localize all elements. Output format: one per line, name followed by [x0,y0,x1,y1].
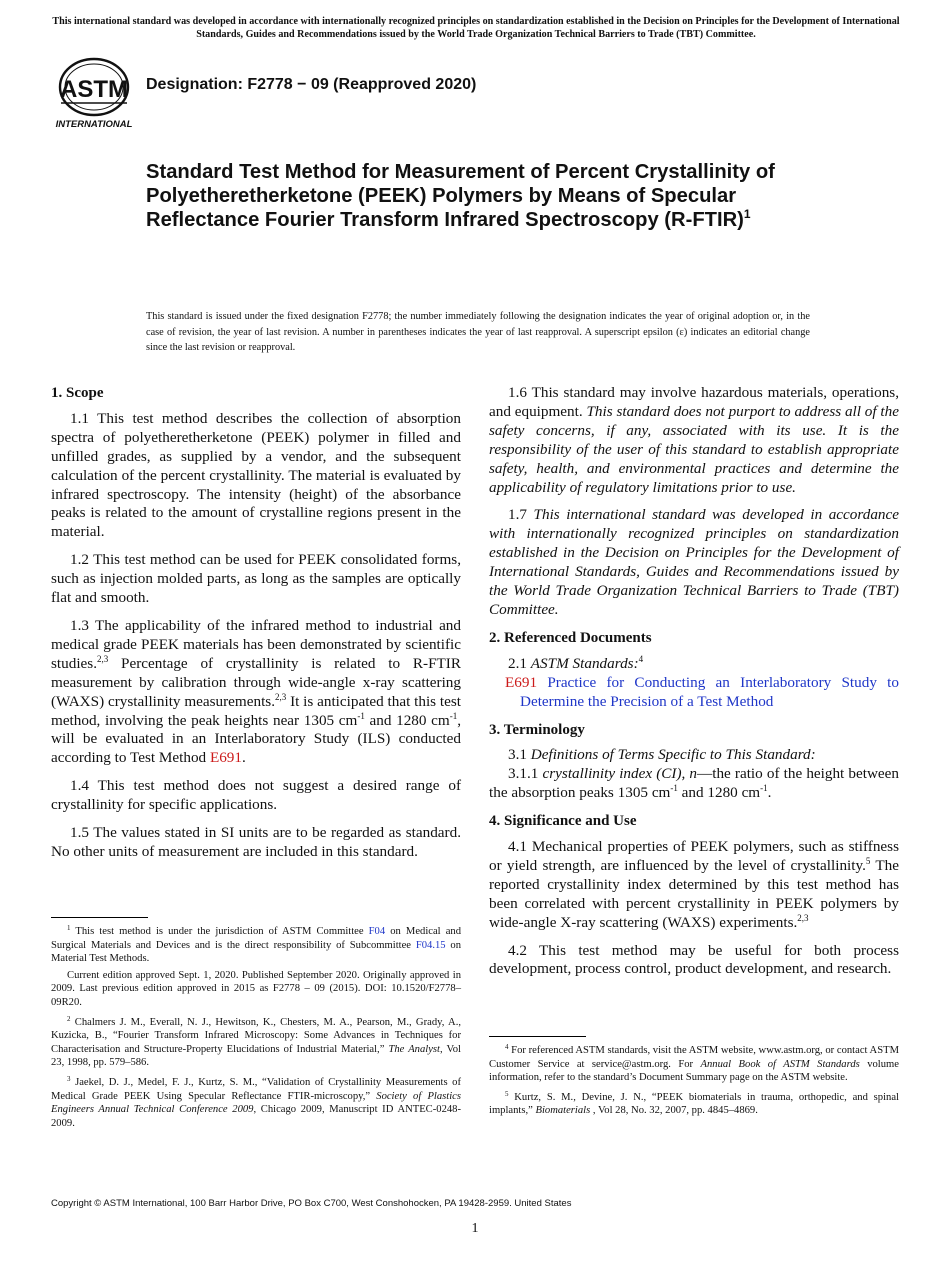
f04-link[interactable]: F04 [368,926,386,937]
para-1-6: 1.6 This standard may involve hazardous materials, operations, and equipment. This standard does not purport to address all of the safety concerns, if any, associated with its use. It is the responsibility of the user of this standard to establish appropriate safety, health, and environmental practices and determine the applicability of regulatory limitations prior to use. [489,384,899,496]
issuance-note: This standard is issued under the fixed designation F2778; the number immediately following the designation indicates the year of original adoption or, in the case of revision, the year of last revision. A number in parentheses indicates the year of last reapproval. A superscript epsilon (ε) indicates an editorial change since the last revision or reapproval. [146,311,810,353]
footnotes-right [489,1036,899,1121]
section-1-heading: 1. Scope [51,385,104,401]
section-3-heading: 3. Terminology [489,721,585,738]
right-column [489,384,899,988]
f04-15-link[interactable]: F04.15 [415,939,446,951]
astm-international-logo [53,56,135,132]
e691-link[interactable]: E691 [209,749,242,767]
tbt-notice: This international standard was developed in accordance with internationally recognized principles on standardization established in the Decision on Principles for the Development of International Standards, Guides and Recommendations issued by the World Trade Organization Technical Barriers to Trade (TBT) Committee. [52,16,900,40]
para-3-1: 3.1 Definitions of Terms Specific to This Standard: [508,746,816,764]
para-1-1: 1.1 This test method describes the collection of absorption spectra of polyetheretherketone (PEEK) polymer in filled and unfilled grades, as supplied by a vendor, and the subsequent calculation of the percent crystallinity. The material is evaluated by infrared spectroscopy. The intensity (height) of the absorbance peaks is related to the amount of crystalline regions present in the material. [51,409,461,541]
para-3-1-1: 3.1.1 crystallinity index (CI), n—the ratio of the height between the absorption peaks 1305 $cm^{-1}$ and 1280 $cm^{-1}$. [489,765,900,802]
para-1-2: 1.2 This test method can be used for PEEK consolidated forms, such as injection molded parts, as long as the samples are optically flat and smooth. [51,551,461,607]
para-1-7: 1.7 This international standard was developed in accordance with internationally recognized principles on standardization established in the Decision on Principles for the Development of International Standards, Guides and Recommendations issued by the World Trade Organization Technical Barriers to Trade (TBT) Committee. [489,506,899,618]
footnote-1-edition: Current edition approved Sept. 1, 2020. Published September 2020. Originally approved in 2009. Last previous edition approved in 2015 as F2778 – 09 (2015). DOI: 10.1520/F2778–09R20. [51,969,461,1008]
reference-title: Practice for Conducting an Interlaboratory Study to Determine the Precision of a Test Method [520,673,899,710]
para-1-5: 1.5 The values stated in SI units are to be regarded as standard. No other units of measurement are included in this standard. [51,824,461,860]
designation: Designation: F2778 − 09 (Reapproved 2020) [146,76,477,93]
title-text: Standard Test Method for Measurement of Percent Crystallinity of Polyetheretherketone (PEEK) Polymers by Means of Specular Reflectance Fourier Transform Infrared Spectroscopy (R-FTIR) [146,161,775,231]
footnote-1: $^1$ This test method is under the jurisdiction of ASTM Committee F04 on Medical and Surgical Materials and Devices and is the direct responsibility of Subcommittee F04.15 on Material Test Methods. [51,924,461,965]
copyright-line: Copyright © ASTM International, 100 Barr Harbor Drive, PO Box C700, West Conshohocken, PA 19428-2959. United States [51,1198,572,1209]
para-1-4: 1.4 This test method does not suggest a desired range of crystallinity for specific applications. [51,777,461,814]
footnotes-left [51,917,461,1133]
para-4-1: 4.1 Mechanical properties of PEEK polymers, such as stiffness or yield strength, are influenced by the level of crystallinity.$^5$ The reported crystallinity index determined by this test method has been correlated with percent crystallinity in PEEK polymers by wide-angle X-ray scattering (WAXS) experiments.$^{2,3}$ [489,838,899,931]
left-column [51,384,461,871]
title-footnote-ref: 1 [743,207,751,221]
para-2-1: 2.1 ASTM Standards:$^4$ [508,653,644,672]
footnote-rule [51,917,148,918]
footnote-5: $^5$ Kurtz, S. M., Devine, J. N., “PEEK biomaterials in trauma, orthopedic, and spinal implants,” Biomaterials , Vol 28, No. 32, 2007, pp. 4845–4869. [489,1089,899,1117]
footnote-2: $^2$ Chalmers J. M., Everall, N. J., Hewitson, K., Chesters, M. A., Pearson, M., Grady, A., Kuzicka, B., “Fourier Transform Infrared Microscopy: Some Advances in Techniques for Characterisation and Structure-Property Elucidations of Industrial Material,” The Analyst, Vol 23, 1998, pp. 579–586. [51,1014,461,1069]
para-1-3: 1.3 The applicability of the infrared method to industrial and medical grade PEEK materials has been demonstrated by scientific studies.$^{2,3}$ Percentage of crystallinity is related to R-FTIR measurement by calibration through wide-angle x-ray scattering (WAXS) crystallinity measurements.$^{2,3}$ It is anticipated that this test method, involving the peak heights near 1305 $cm^{-1}$ and 1280 $cm^{-1}$, will be evaluated in an Interlaboratory Study (ILS) conducted according to Test Method E691. [51,616,462,767]
footnote-4: $^4$ For referenced ASTM standards, visit the ASTM website, www.astm.org, or contact ASTM Customer Service at service@astm.org. For Annual Book of ASTM Standards volume information, refer to the standard’s Document Summary page on the ASTM website. [489,1043,899,1084]
section-2-heading: 2. Referenced Documents [489,629,652,646]
standard-title [146,160,796,232]
logo-letters: ASTM [60,76,128,103]
page-number: 1 [471,1221,479,1236]
footnote-rule [489,1036,586,1037]
section-4-heading: 4. Significance and Use [489,813,637,830]
reference-e691[interactable] [489,674,899,712]
logo-org: INTERNATIONAL [55,119,133,130]
para-4-2: 4.2 This test method may be useful for both process development, process control, product development, and research. [489,941,899,978]
reference-code: E691 [505,673,538,691]
footnote-3: $^3$ Jaekel, D. J., Medel, F. J., Kurtz, S. M., “Validation of Crystallinity Measurements of Medical Grade PEEK Using Specular Reflectance FTIR-microscopy,” Society of Plastics Engineers Annual Technical Conference 2009, Chicago 2009, Manuscript ID ANTEC-0248-2009. [51,1074,461,1129]
